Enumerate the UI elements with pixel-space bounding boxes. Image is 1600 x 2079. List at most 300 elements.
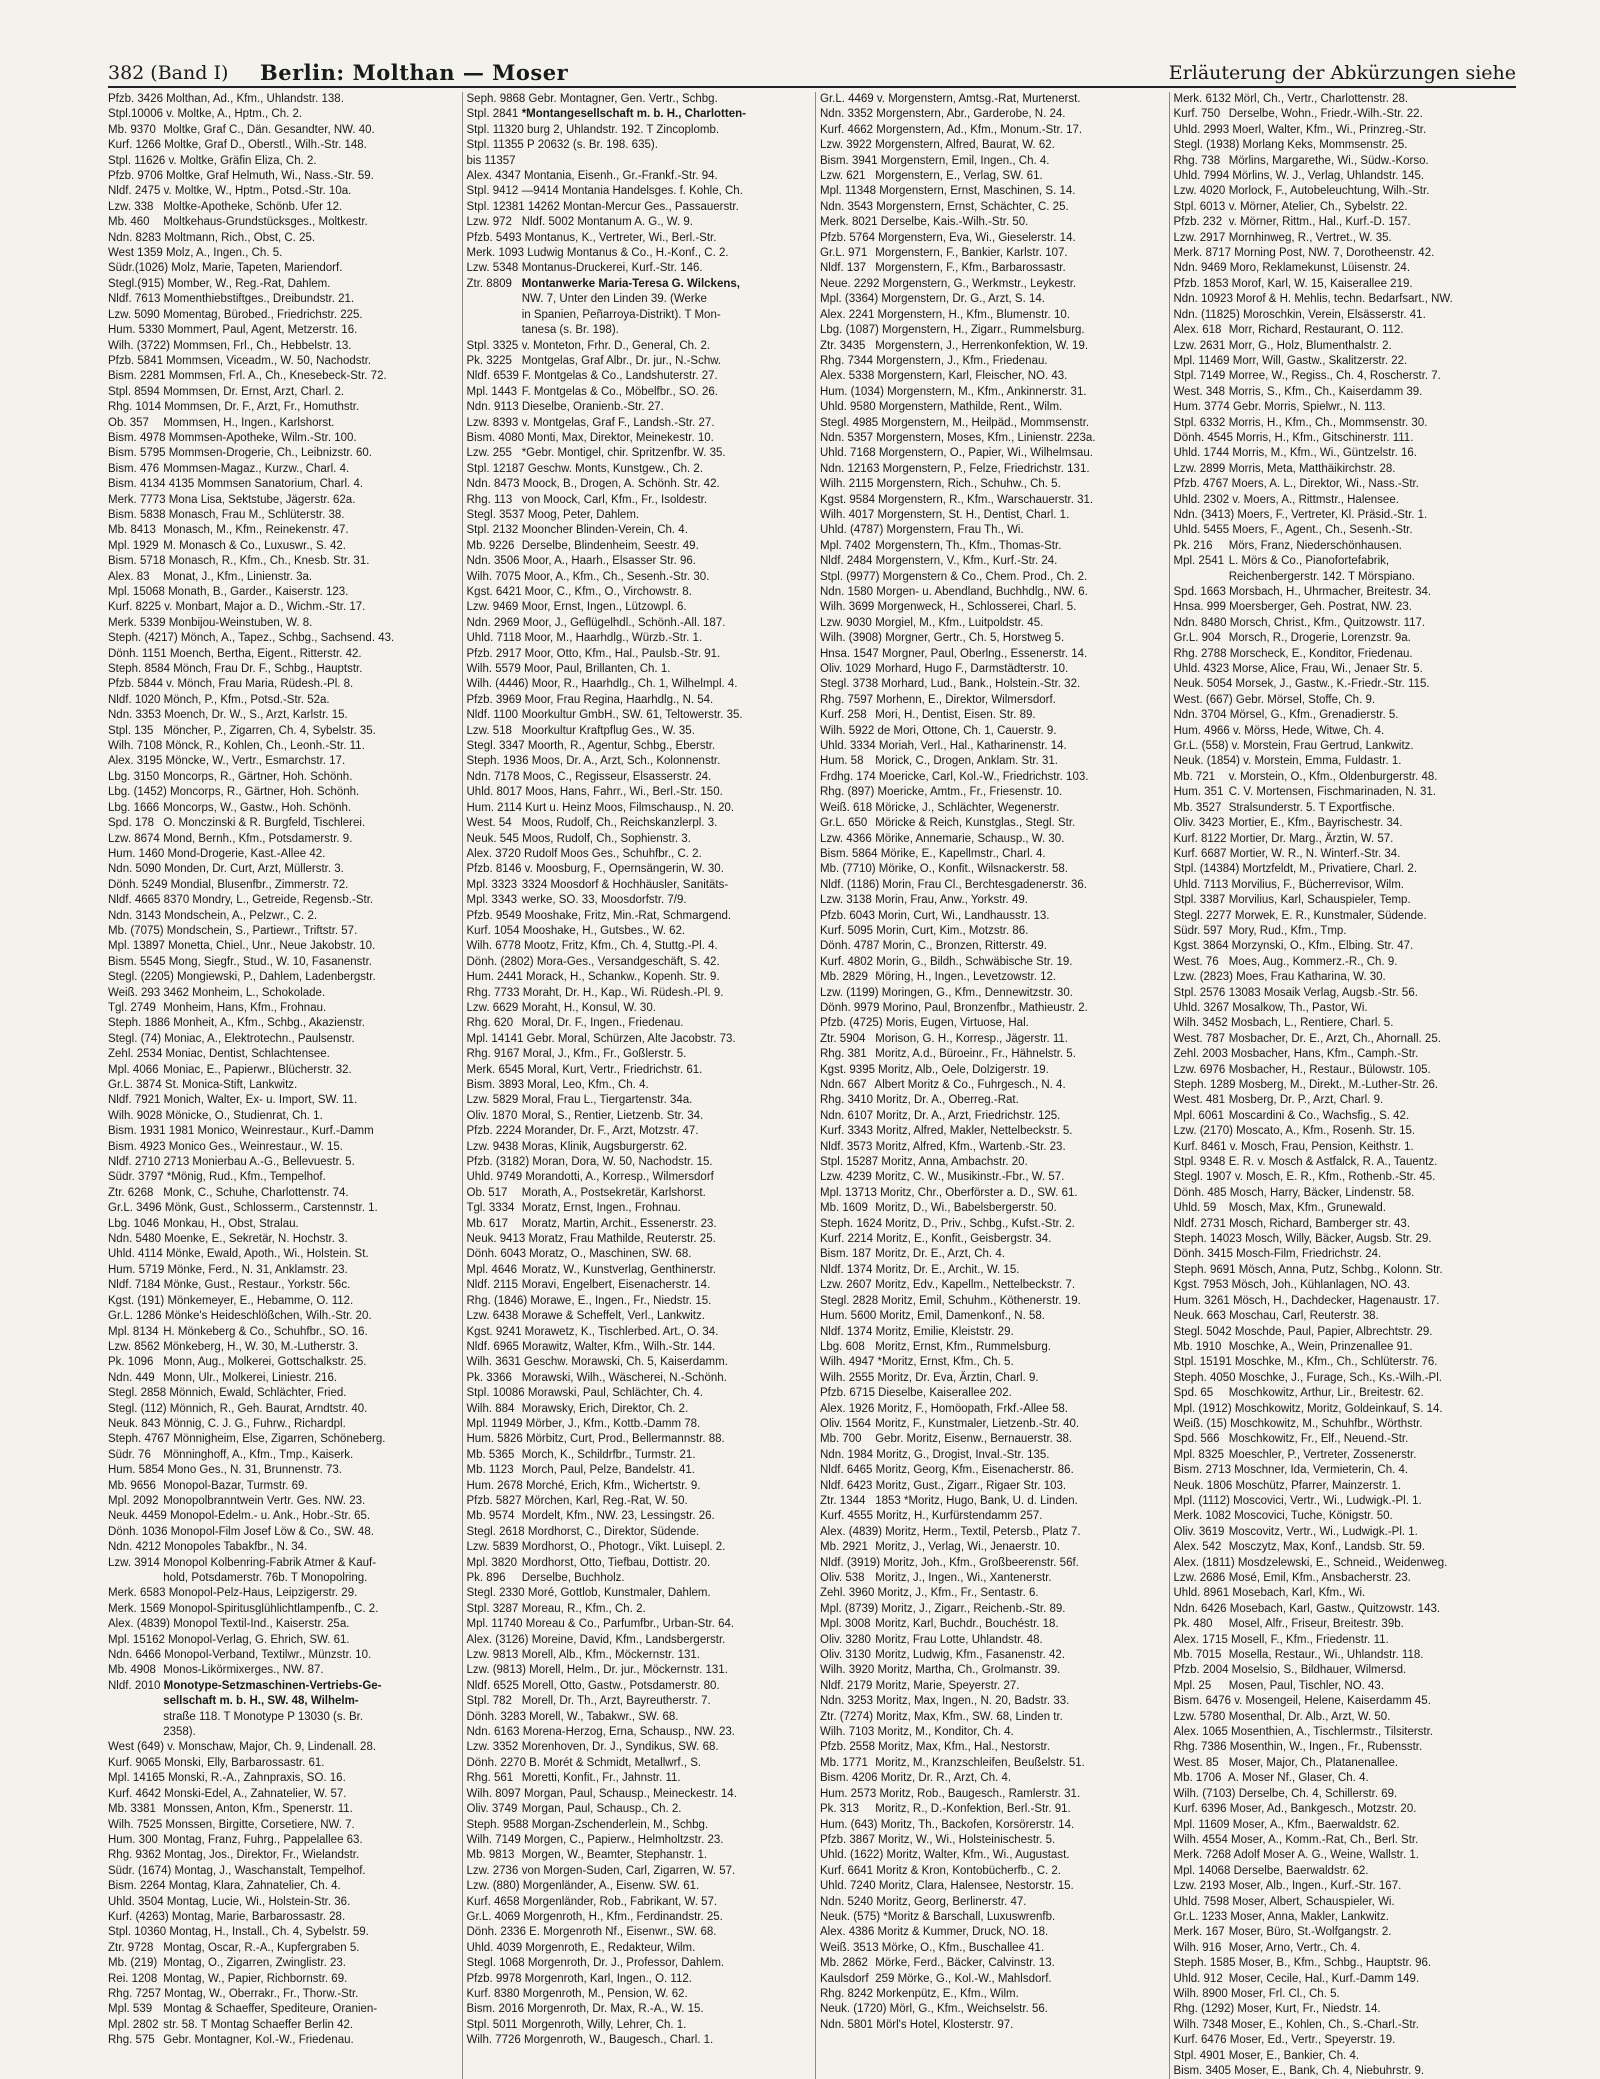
phone-code: Ztr. 3435 (820, 339, 866, 352)
directory-entry (467, 554, 810, 569)
entry-text: Molthan, Ad., Kfm., Uhlandstr. 138. (162, 93, 344, 105)
directory-entry (1174, 1247, 1517, 1262)
phone-code: Hum. (643) (820, 1818, 878, 1831)
phone-code: Hum. 3261 (1173, 1294, 1230, 1307)
phone-code: West. 348 (1173, 385, 1226, 398)
entry-text: Monkau, H., Obst, Stralau. (160, 1217, 299, 1230)
directory-entry (1174, 169, 1517, 184)
directory-entry (108, 862, 456, 877)
phone-code: Neuk. (1854) (1173, 755, 1240, 768)
entry-text: Moral, Dr. F., Ingen., Friedenau. (518, 1017, 684, 1030)
entry-text: Moser, Büro, St.-Wolfgangstr. 2. (1225, 1926, 1392, 1939)
entry-text: Morscheck, E., Konditor, Friedenau. (1226, 647, 1413, 660)
directory-entry (467, 1756, 810, 1771)
directory-entry (820, 1740, 1163, 1755)
directory-entry (108, 1818, 456, 1833)
phone-code: Lzw. 255 (466, 447, 512, 460)
entry-text: Morawe & Scheffelt, Verl., Lankwitz. (518, 1310, 705, 1323)
phone-code: Mb. 9574 (466, 1510, 515, 1523)
phone-code: West (649) (108, 1741, 165, 1754)
entry-text: Moreau & Co., Parfumfbr., Urban-Str. 64. (522, 1618, 735, 1631)
entry-text: werke, SO. 33, Moosdorfstr. 7/9. (518, 894, 687, 907)
directory-entry (467, 1417, 810, 1432)
phone-code: Hum. 3774 (1173, 401, 1230, 414)
phone-code: Bism. 3941 (820, 154, 878, 167)
phone-code: Kurf. 6396 (1173, 1803, 1227, 1816)
phone-code: Lbg. 1046 (108, 1217, 160, 1230)
entry-text: Mösch, Anna, Putz, Schbg., Kolonn. Str. (1235, 1263, 1443, 1276)
directory-entry (467, 200, 810, 215)
entry-text: Mommsen, Dr. F., Arzt, Fr., Homuthstr. (161, 401, 360, 414)
phone-code: Wilh. 7525 (108, 1818, 163, 1831)
entry-text: Morgenstern, Alfred, Baurat, W. 62. (872, 139, 1055, 152)
phone-code: Uhld. 7598 (1173, 1895, 1230, 1908)
phone-code: Weiß. 293 (108, 986, 161, 999)
phone-code: Seph. 9868 (466, 93, 526, 105)
directory-entry (108, 739, 456, 754)
phone-code: Stpl. 782 (466, 1695, 512, 1708)
entry-text: v. Mönch, Frau Maria, Rüdesh.-Pl. 8. (162, 678, 354, 691)
entry-text: Morgenstern & Co., Chem. Prod., Ch. 2. (879, 570, 1088, 583)
phone-code: Pfzb. (3182) (466, 1156, 530, 1169)
phone-code: Rhg. 561 (466, 1772, 514, 1785)
phone-code: Steph. 1585 (1173, 1957, 1236, 1970)
phone-code: Lzw. 4239 (820, 1171, 872, 1184)
directory-entry (467, 1617, 810, 1632)
directory-entry (1174, 1956, 1517, 1971)
phone-code: Hum. 2573 (820, 1787, 877, 1800)
directory-entry (1174, 1047, 1517, 1062)
entry-text: Moltmann, Rich., Obst, C. 25. (161, 231, 316, 244)
directory-entry (108, 1725, 456, 1740)
entry-text: Morawe, E., Ingen., Fr., Niedstr. 15. (527, 1294, 712, 1307)
phone-code: Rhg. 7344 (820, 354, 874, 367)
entry-text: Moschkowitz, Fr., Elf., Neuend.-Str. (1225, 1433, 1409, 1446)
phone-code: Kaulsdorf (820, 1972, 869, 1985)
directory-entry (108, 292, 456, 307)
entry-text: Morché, Erich, Kfm., Wichertstr. 9. (522, 1479, 701, 1492)
phone-code: Südr. 76 (108, 1448, 151, 1461)
phone-code: Wilh. 6778 (466, 940, 521, 953)
entry-text: Morgenländer, A., Eisenw. SW. 61. (519, 1880, 700, 1893)
phone-code: Hum. 2114 (466, 801, 522, 814)
directory-entry (1174, 292, 1517, 307)
directory-entry (467, 816, 810, 831)
directory-entry (1174, 1586, 1517, 1601)
phone-code: Mpl. 14068 (1173, 1864, 1231, 1877)
phone-code: Uhld. 7168 (820, 447, 876, 460)
entry-text: Mommsen, Frl. A., Ch., Knesebeck-Str. 72. (165, 370, 387, 383)
phone-code: Mpl. 8134 (108, 1325, 159, 1338)
entry-text: 3324 Moosdorf & Hochhäusler, Sanitäts- (518, 878, 729, 891)
phone-code: Mpl. 8325 (1173, 1448, 1225, 1461)
phone-code: Stegl. 5042 (1173, 1325, 1232, 1338)
phone-code: Rhg. (1846) (466, 1294, 528, 1307)
phone-code: Lzw. 518 (466, 724, 512, 737)
entry-text: v. Mosch, E. R., Kfm., Rothenb.-Str. 45. (1231, 1171, 1436, 1184)
directory-entry (108, 169, 456, 184)
entry-text: Mortier, Dr. Marg., Ärztin, W. 57. (1226, 832, 1394, 845)
entry-text: Moschau, Carl, Reuterstr. 38. (1225, 1310, 1379, 1323)
directory-entry (467, 1694, 810, 1709)
entry-text: v. Montgelas, Graf F., Landsh.-Str. 27. (518, 416, 715, 429)
entry-text: Moser, Major, Ch., Platanenallee. (1225, 1756, 1399, 1769)
entry-text: Mörl, Ch., Vertr., Charlottenstr. 28. (1231, 93, 1409, 105)
entry-text: St. Monica-Stift, Lankwitz. (161, 1079, 298, 1091)
phone-code: Pfzb. 5764 (820, 231, 875, 244)
directory-entry (108, 1278, 456, 1293)
directory-entry (820, 970, 1163, 985)
directory-entry (108, 508, 456, 523)
entry-text: Morkenpütz, E., Kfm., Wilm. (873, 1987, 1019, 2000)
directory-entry (1174, 1771, 1517, 1786)
directory-entry (108, 1987, 456, 2002)
entry-text: Monopolbranntwein Vertr. Ges. NW. 23. (160, 1494, 366, 1507)
entry-text: Moericke, Amtm., Fr., Friesenstr. 10. (874, 786, 1063, 799)
phone-code: Lzw. (2170) (1173, 1125, 1233, 1138)
phone-code: Ndn. 3353 (108, 709, 162, 722)
directory-entry (467, 1740, 810, 1755)
phone-code: Rhg. 9362 (108, 1849, 162, 1862)
entry-text: Moschke, M., Kfm., Ch., Schlüterstr. 76. (1231, 1356, 1438, 1369)
phone-code: Mpl. 15162 (108, 1633, 165, 1646)
directory-entry (467, 400, 810, 415)
phone-code: Kurf. 4642 (108, 1787, 162, 1800)
entry-text: Moes, Frau Katharina, W. 30. (1232, 971, 1386, 984)
entry-text: Moreine, David, Kfm., Landsbergerstr. (528, 1633, 726, 1646)
entry-text: Moral, S., Rentier, Lietzenb. Str. 34. (518, 1109, 704, 1122)
directory-entry (108, 1879, 456, 1894)
entry-text: v. Moers, A., Rittmstr., Halensee. (1229, 493, 1399, 506)
phone-code: Uhld. 912 (1173, 1972, 1223, 1985)
phone-code: Dönh. (2802) (466, 955, 534, 968)
phone-code: Ztr. (7274) (820, 1710, 874, 1723)
directory-entry (467, 246, 810, 261)
directory-entry (108, 354, 456, 369)
entry-text: Moser, Frl. Cl., Ch. 5. (1227, 1987, 1340, 2000)
entry-text: Monden, Dr. Curt, Arzt, Müllerstr. 3. (161, 863, 344, 876)
entry-text: Monn, Ulr., Molkerei, Liniestr. 216. (160, 1371, 338, 1384)
directory-entry (467, 523, 810, 538)
directory-entry (467, 1109, 810, 1124)
phone-code: Neue. 2292 (820, 277, 880, 290)
phone-code: Bism. 4206 (820, 1772, 878, 1785)
directory-entry (1174, 1848, 1517, 1863)
entry-text: v. Mosengeil, Helene, Kaiserdamm 45. (1231, 1695, 1431, 1708)
directory-entry (467, 724, 810, 739)
entry-text: Derselbe, Baerwaldstr. 62. (1230, 1864, 1369, 1877)
entry-text: Mosell, F., Kfm., Friedenstr. 11. (1227, 1633, 1389, 1646)
directory-entry (820, 1170, 1163, 1185)
directory-entry (1174, 2018, 1517, 2033)
phone-code: Wilh. (4446) (466, 678, 529, 691)
phone-code: Stegl. (74) (108, 1032, 162, 1045)
entry-text: Moritz, Dr. R., Arzt, Ch. 4. (877, 1772, 1012, 1785)
directory-entry (108, 585, 456, 600)
phone-code: Bism. 187 (820, 1248, 872, 1261)
directory-entry (820, 724, 1163, 739)
directory-entry (820, 1679, 1163, 1694)
phone-code: Mpl. 539 (108, 2003, 153, 2016)
entry-text: Molz, Marie, Tapeten, Mariendorf. (168, 262, 343, 275)
phone-code: Kgst. 3864 (1173, 940, 1229, 953)
phone-code: Ztr. 1344 (820, 1494, 866, 1507)
phone-code: Gr.L. 971 (820, 247, 868, 260)
entry-text: Moritz, R., D.-Konfektion, Berl.-Str. 91. (872, 1803, 1071, 1816)
directory-entry (1174, 1155, 1517, 1170)
phone-code: Uhld. 2302 (1173, 493, 1230, 506)
entry-text: Moritz, Frau Lotte, Uhlandstr. 48. (872, 1633, 1043, 1646)
entry-text: Morris, M., Kfm., Wi., Güntzelstr. 16. (1229, 447, 1417, 460)
entry-text: Derselbe, Ch. 4, Schillerstr. 69. (1235, 1787, 1398, 1800)
directory-entry (820, 1879, 1163, 1894)
directory-entry (1174, 893, 1517, 908)
phone-code: bis 11357 (466, 154, 516, 167)
phone-code: Neuk. 1806 (1173, 1479, 1233, 1492)
phone-code: Neuk. 4459 (108, 1510, 167, 1523)
entry-text: Reichenbergerstr. 142. T Mörspiano. (1225, 570, 1415, 583)
directory-entry (108, 92, 456, 107)
directory-entry (1174, 308, 1517, 323)
entry-text: Mönk, Gust., Schlosserm., Carstennstr. 1. (161, 1202, 378, 1215)
entry-text: Moras, Klinik, Augsburgerstr. 62. (518, 1140, 688, 1153)
directory-entry (108, 1771, 456, 1786)
phone-code: Mpl. 3008 (820, 1618, 871, 1631)
phone-code: Kurf. (4263) (108, 1910, 169, 1923)
phone-code: Mb. 8413 (108, 524, 156, 537)
directory-entry (1174, 1540, 1517, 1555)
directory-entry (108, 662, 456, 677)
phone-code: Dönh. 6043 (466, 1248, 526, 1261)
entry-text: Morell, Dr. Th., Arzt, Bayreutherstr. 7. (518, 1695, 711, 1708)
phone-code: Gr.L. 1286 (108, 1310, 162, 1323)
entry-text: Moock, B., Drogen, A. Schönh. Str. 42. (519, 478, 720, 491)
phone-code: Lzw. 3914 (108, 1556, 160, 1569)
directory-entry (467, 986, 810, 1001)
phone-code: Stpl. 6332 (1173, 416, 1226, 429)
phone-code: Wilh. (3908) (820, 632, 882, 645)
entry-text: Moritz, Walter, Kfm., Wi., Augustast. (883, 1849, 1070, 1862)
phone-code: Stpl. 7149 (1173, 370, 1226, 383)
directory-column (108, 92, 456, 2079)
directory-entry (467, 1309, 810, 1324)
entry-text: straße 118. T Monotype P 13030 (s. Br. (160, 1710, 364, 1723)
phone-code: Zehl. 3960 (820, 1587, 875, 1600)
entry-text: Mörike, Annemarie, Schausp., W. 30. (872, 832, 1065, 845)
directory-entry (1174, 339, 1517, 354)
directory-entry (820, 893, 1163, 908)
directory-entry (820, 585, 1163, 600)
entry-text: Moniac, A., Elektrotechn., Paulsenstr. (161, 1032, 355, 1045)
entry-text: Moser, Ed., Vertr., Speyerstr. 19. (1226, 2034, 1396, 2047)
directory-entry (820, 1833, 1163, 1848)
directory-column (462, 92, 810, 2079)
directory-entry (108, 693, 456, 708)
phone-code: Wilh. 7149 (466, 1833, 521, 1846)
directory-entry (1174, 1787, 1517, 1802)
entry-text: O. Monczinski & R. Burgfeld, Tischlerei. (160, 817, 366, 830)
phone-code: Mb. (7710) (820, 863, 876, 876)
phone-code: Nldf. 7184 (108, 1279, 161, 1292)
phone-code: Kurf. 4658 (466, 1895, 520, 1908)
phone-code: Merk. 8021 (820, 216, 878, 229)
entry-text: Moser, B., Kfm., Schbg., Hauptstr. 96. (1235, 1957, 1432, 1970)
directory-entry (467, 662, 810, 677)
directory-entry (467, 431, 810, 446)
phone-code: Alex. 83 (108, 570, 150, 583)
directory-entry (1174, 1494, 1517, 1509)
phone-code: Stegl. (1938) (1173, 139, 1240, 152)
entry-text: Moriah, Verl., Hal., Katharinenstr. 14. (875, 740, 1067, 753)
phone-code: Wilh. 7108 (108, 740, 163, 753)
directory-entry (467, 847, 810, 862)
entry-text: Mond-Drogerie, Kast.-Allee 42. (164, 847, 326, 860)
directory-entry (467, 909, 810, 924)
phone-code: Kurf. 5095 (820, 924, 874, 937)
entry-text: Morsbach, H., Uhrmacher, Breitestr. 34. (1225, 586, 1432, 598)
directory-entry (467, 1093, 810, 1108)
entry-text: v. Morgenstern, Amtsg.-Rat, Murtenerst. (873, 93, 1081, 105)
phone-code: Stpl. 5011 (466, 2018, 518, 2031)
phone-code: Ndn. (3413) (1173, 508, 1235, 521)
phone-code: Neuk. 843 (108, 1417, 161, 1430)
phone-code: Ndn. 667 (820, 1079, 867, 1091)
directory-entry (1174, 2033, 1517, 2048)
entry-text: Morell, Otto, Gastw., Potsdamerstr. 80. (518, 1679, 720, 1692)
directory-entry (467, 169, 810, 184)
directory-entry (108, 400, 456, 415)
directory-entry (820, 647, 1163, 662)
entry-text: Gebr. Montagner, Kol.-W., Friedenau. (160, 2034, 354, 2047)
directory-entry (1174, 1648, 1517, 1663)
directory-entry (1174, 939, 1517, 954)
directory-entry (467, 1833, 810, 1848)
phone-code: Mb. 3527 (1173, 801, 1222, 814)
directory-entry (1174, 246, 1517, 261)
entry-text: Montania, Eisenh., Gr.-Frankf.-Str. 94. (520, 170, 718, 183)
entry-text: v. Monbart, Major a. D., Wichm.-Str. 17. (161, 601, 366, 614)
phone-code: Oliv. 3130 (820, 1649, 871, 1662)
directory-entry (1174, 1941, 1517, 1956)
entry-text: Mond, Bernh., Kfm., Potsdamerstr. 9. (160, 832, 353, 845)
phone-code: Oliv. 1029 (820, 663, 871, 676)
entry-text: Moselsio, S., Bildhauer, Wilmersd. (1228, 1664, 1407, 1677)
phone-code: Lzw. 2607 (820, 1279, 872, 1292)
phone-code: Ndn. 3253 (820, 1695, 874, 1708)
entry-text: Moretti, Konfit., Fr., Jahnstr. 11. (518, 1772, 681, 1785)
phone-code: Bism. 476 (108, 462, 160, 475)
entry-text: Mordelt, Kfm., NW. 23, Lessingstr. 26. (518, 1510, 715, 1523)
directory-entry (820, 1047, 1163, 1062)
phone-code: Steph. 9588 (466, 1818, 529, 1831)
entry-text: Mondial, Blusenfbr., Zimmerstr. 72. (167, 878, 349, 891)
directory-entry (467, 1371, 810, 1386)
entry-text: Morgenweck, H., Schlosserei, Charl. 5. (874, 601, 1077, 614)
entry-text: M. Monasch & Co., Luxuswr., S. 42. (160, 539, 346, 552)
directory-entry (467, 231, 810, 246)
directory-entry (108, 1217, 456, 1232)
entry-text: Möncke, W., Vertr., Esmarchstr. 17. (162, 755, 346, 768)
phone-code: Steph. 1289 (1173, 1079, 1236, 1091)
directory-entry (820, 339, 1163, 354)
directory-entry (467, 385, 810, 400)
phone-code: Uhld. 3334 (820, 740, 876, 753)
phone-code: Kgst. 9584 (820, 493, 875, 506)
entry-text: v. Moosburg, F., Opernsängerin, W. 30. (521, 863, 724, 876)
entry-text: von Moock, Carl, Kfm., Fr., Isoldestr. (518, 493, 708, 506)
phone-code: Ndn. 12163 (820, 462, 880, 475)
directory-entry (467, 1602, 810, 1617)
directory-entry (820, 878, 1163, 893)
phone-code: Kurf. 6641 (820, 1864, 874, 1877)
entry-text: Mosel, Alfr., Friseur, Breitestr. 39b. (1225, 1618, 1404, 1631)
phone-code: Uhld. 2993 (1173, 123, 1230, 136)
phone-code: Gr.L. (558) (1173, 740, 1229, 753)
entry-text: Moser, Kurt, Fr., Niedstr. 14. (1234, 2003, 1381, 2016)
entry-text: 1853 *Moritz, Hugo, Bank, U. d. Linden. (872, 1494, 1078, 1507)
directory-entry (820, 1124, 1163, 1139)
directory-entry (1174, 2064, 1517, 2079)
phone-code: Uhld. 7113 (1173, 878, 1229, 891)
entry-text: Moench, Bertha, Eigent., Ritterstr. 42. (166, 647, 362, 660)
entry-text: Mönke, Ewald, Apoth., Wi., Holstein. St. (162, 1248, 369, 1261)
directory-entry (1174, 554, 1517, 569)
directory-entry (1174, 1802, 1517, 1817)
entry-text: Morgenstern, O., Papier, Wi., Wilhelmsau. (875, 447, 1093, 460)
directory-entry (1174, 215, 1517, 230)
directory-entry (108, 369, 456, 384)
phone-code: Ndn. 5090 (108, 863, 162, 876)
entry-text: Moersberger, Geh. Postrat, NW. 23. (1225, 601, 1412, 614)
entry-text: Moschke, J., Furage, Sch., Ks.-Wilh.-Pl. (1235, 1371, 1442, 1384)
phone-code: West. 54 (466, 817, 512, 830)
phone-code: Oliv. 3280 (820, 1633, 871, 1646)
directory-entry (1174, 1140, 1517, 1155)
entry-text: Gebr. Moral, Schürzen, Alte Jacobstr. 73. (523, 1032, 736, 1045)
entry-text: Montag, J., Waschanstalt, Tempelhof. (171, 1864, 366, 1877)
directory-entry (1174, 477, 1517, 492)
directory-entry (820, 1602, 1163, 1617)
phone-code: Wilh. 7075 (466, 570, 521, 583)
phone-code: Stpl. 12381 (466, 200, 525, 213)
phone-code: Lzw. 338 (108, 200, 154, 213)
directory-entry (467, 862, 810, 877)
directory-entry (1174, 1124, 1517, 1139)
directory-entry (1174, 1617, 1517, 1632)
phone-code: Ndn. 4212 (108, 1541, 162, 1554)
entry-text: A. Moser Nf., Glaser, Ch. 4. (1225, 1772, 1369, 1785)
entry-text: v. Monschaw, Major, Ch. 9, Lindenall. 28. (164, 1741, 377, 1754)
directory-entry (820, 1140, 1163, 1155)
directory-entry (467, 138, 810, 153)
directory-entry (1174, 816, 1517, 831)
phone-code: Bism. 3893 (466, 1079, 525, 1091)
phone-code: Kgst. 9395 (820, 1063, 875, 1076)
phone-code: Wilh. (3722) (108, 339, 170, 352)
phone-code: Mb. (7075) (108, 924, 164, 937)
directory-entry (467, 1771, 810, 1786)
directory-entry (467, 878, 810, 893)
directory-entry (467, 1124, 810, 1139)
directory-entry (1174, 1355, 1517, 1370)
directory-entry (108, 1386, 456, 1401)
phone-code: Mb. 7015 (1173, 1649, 1222, 1662)
entry-text: Morena-Herzog, Erna, Schausp., NW. 23. (519, 1726, 735, 1739)
entry-text: Montag, Lucie, Wi., Holstein-Str. 36. (163, 1895, 351, 1908)
phone-code: Lzw. 2736 (466, 1864, 519, 1877)
phone-code: Rhg. 2788 (1173, 647, 1227, 660)
phone-code: Frdhg. 174 (820, 770, 876, 783)
